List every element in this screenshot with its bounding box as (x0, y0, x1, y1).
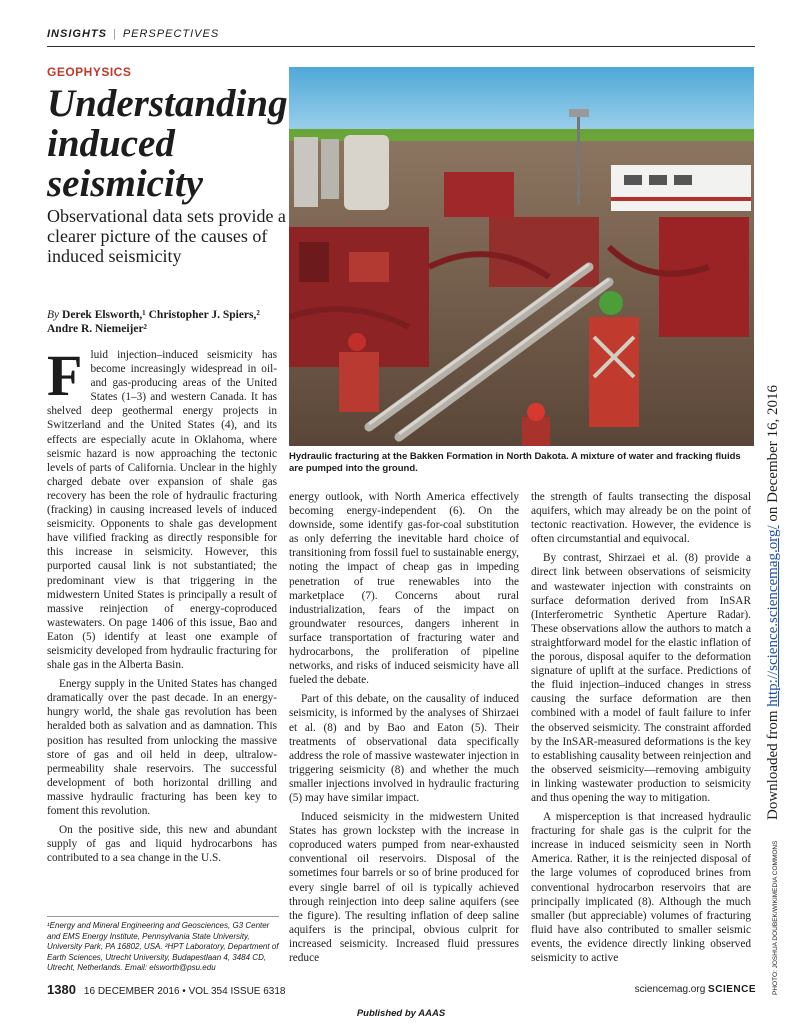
body-paragraph: the strength of faults transecting the disposal aquifers, which may already be on the point of tectonic reactivation. However, the evidence is often circumstantial and equivocal. (531, 491, 751, 546)
body-paragraph: Energy supply in the United States has changed dramatically over the past decade. In an energy-hungry world, the shale gas revolution has been heralded both as salvation and as damnation. This position has resulted from unlocking the massive store of gas and oil held in deep, ultralow-permeability shale reservoirs. The successful development of both horizontal drilling and massive hydraulic fracturing has been key to foment this revolution. (47, 678, 277, 817)
page-number: 1380 (47, 982, 76, 997)
paragraph-text: luid injection–induced seismicity has become increasingly widespread in oil- and gas-producing areas of the United States (1–3) and western Canada. It has shelved deep geothermal energy projects in Switzerland and the United States (4), and its effects are especially acute in Oklahoma, where seismic hazard is now approaching the tectonic levels of parts of California. Unclear in the highly charged debate over expansion of shale gas recovery has been the role of hydraulic fracturing (fracking) in causing increased levels of induced seismicity. Opponents to shale gas development have vilified fracking as directly responsible for this increase in seismicity. However, this purported causal link is not substantiated; the predominant view is that triggering in the midwestern United States is principally a result of massive reinjection of energy-coproduced wastewaters. On page 1406 of this issue, Bao and Eaton (5) identify at least one example of seismicity developed from hydraulic fracturing for shale gas in the Alberta Basin. (47, 349, 277, 672)
download-suffix: on December 16, 2016 (765, 384, 781, 526)
body-paragraph: By contrast, Shirzaei et al. (8) provide a direct link between observations of seismicity and wastewater injection with constraints on surface deformation derived from InSAR (Interferometric Synthetic Aperture Radar). These observations allow the authors to match a straightforward model for the elastic inflation of the porous, disposal aquifer to the deformation signature of uplift at the surface. Predictions of the fluid injection–induced changes in stress causing the surface deformation are then combined with a model of fault failure to infer the observed seismicity. The constraint afforded by the InSAR-measured deformations is the key to establishing causality between reinjection and the observed seismicity—removing ambiguity in linking wastewater production to seismicity and thus opening the way to mitigation. (531, 552, 751, 804)
footer-site: sciencemag.org (634, 984, 706, 995)
footer-left (47, 982, 286, 997)
body-paragraph: On the positive side, this new and abundant supply of gas and liquid hydrocarbons has contributed to a sea change in the U.S. (47, 824, 277, 865)
body-paragraph: Induced seismicity in the midwestern United States has grown lockstep with the increase in coproduced waters pumped from near-exhausted conventional oil reservoirs. Disposal of the sometimes four barrels or so of brine produced for every single barrel of oil is typically achieved through reinjection into deep saline aquifers (see the figure). The resulting inflation of deep saline aquifers is the principal, obvious culprit for increased seismicity. Increased fluid pressures reduce (289, 811, 519, 964)
download-prefix: Downloaded from (765, 706, 781, 820)
running-header (47, 28, 747, 40)
issue-info: 16 DECEMBER 2016 • VOL 354 ISSUE 6318 (83, 986, 286, 997)
body-column-2 (289, 490, 519, 970)
body-paragraph: Part of this debate, on the causality of induced seismicity, is informed by the analyses of Shirzaei et al. (8) and by Bao and Eaton (5). Their treatments of observational data specifically address the role of massive wastewater injection in triggering seismicity (8) and whether the much smaller injections involved in hydraulic fracturing (5) may have similar impact. (289, 693, 519, 804)
subsection-name: PERSPECTIVES (122, 28, 220, 40)
section-name: INSIGHTS (47, 28, 107, 40)
footer-right (635, 984, 756, 995)
byline (47, 308, 287, 336)
figure-caption: Hydraulic fracturing at the Bakken Formation in North Dakota. A mixture of water and fracking fluids are pumped into the ground. (289, 451, 741, 474)
download-notice (765, 300, 785, 820)
download-link[interactable]: http://science.sciencemag.org/ (765, 525, 781, 707)
body-paragraph: A misperception is that increased hydraulic fracturing for shale gas is the culprit for the increase in induced seismicity seen in North America. Rather, it is the reinjected disposal of the large volumes of coproduced brines from conventional hydrocarbon reservoirs that are principally implicated (8). Although the much smaller (but appreciable) volumes of fracturing fluid have also contributed to smaller seismic events, the evidence directly linking observed seismicity to active (531, 811, 751, 964)
header-rule (47, 46, 755, 47)
publisher-notice: Published by AAAS (356, 1008, 446, 1019)
footer-journal: SCIENCE (708, 984, 756, 995)
fracking-site-photo (289, 67, 754, 446)
body-paragraph: energy outlook, with North America effectively becoming energy-independent (6). On the downside, some identify gas-for-coal substitution as only deferring the inevitable hard choice of transitioning from fossil fuel to sustainable energy, noting the impact of cheap gas in impeding penetration of true renewables into the marketplace (7). Concerns about rural industrialization, fears of the impact on groundwater resources, dangers inherent in surface transportation of fracturing water and hydrocarbons, the proliferation of pipeline networks, and risks of induced seismicity have all fueled the debate. (289, 491, 519, 687)
article-category: GEOPHYSICS (47, 65, 132, 79)
body-column-3 (531, 490, 751, 970)
photo-illustration (289, 67, 754, 446)
body-column-1 (47, 343, 277, 870)
byline-authors: Derek Elsworth,¹ Christopher J. Spiers,² Andre R. Niemeijer² (47, 309, 260, 335)
body-paragraph (47, 343, 277, 672)
byline-prefix: By (47, 309, 60, 321)
photo-credit: PHOTO: JOSHUA DOUBEK/WIKIMEDIA COMMONS (772, 840, 779, 995)
article-deck: Observational data sets provide a clearer picture of the causes of induced seismicity (47, 206, 286, 266)
header-separator: | (112, 28, 117, 40)
article-title: Understanding induced seismicity (47, 82, 288, 205)
drop-cap: F (47, 343, 83, 408)
author-affiliations: ¹Energy and Mineral Engineering and Geosciences, G3 Center and EMS Energy Institute, Pennsylvania State University, University Park, PA 16802, USA. ²HPT Laboratory, Department of Earth Sciences, Utrecht University, Budapestlaan 4, 3484 CD, Utrecht, Netherlands. Email: elsworth@psu.edu (47, 916, 279, 974)
